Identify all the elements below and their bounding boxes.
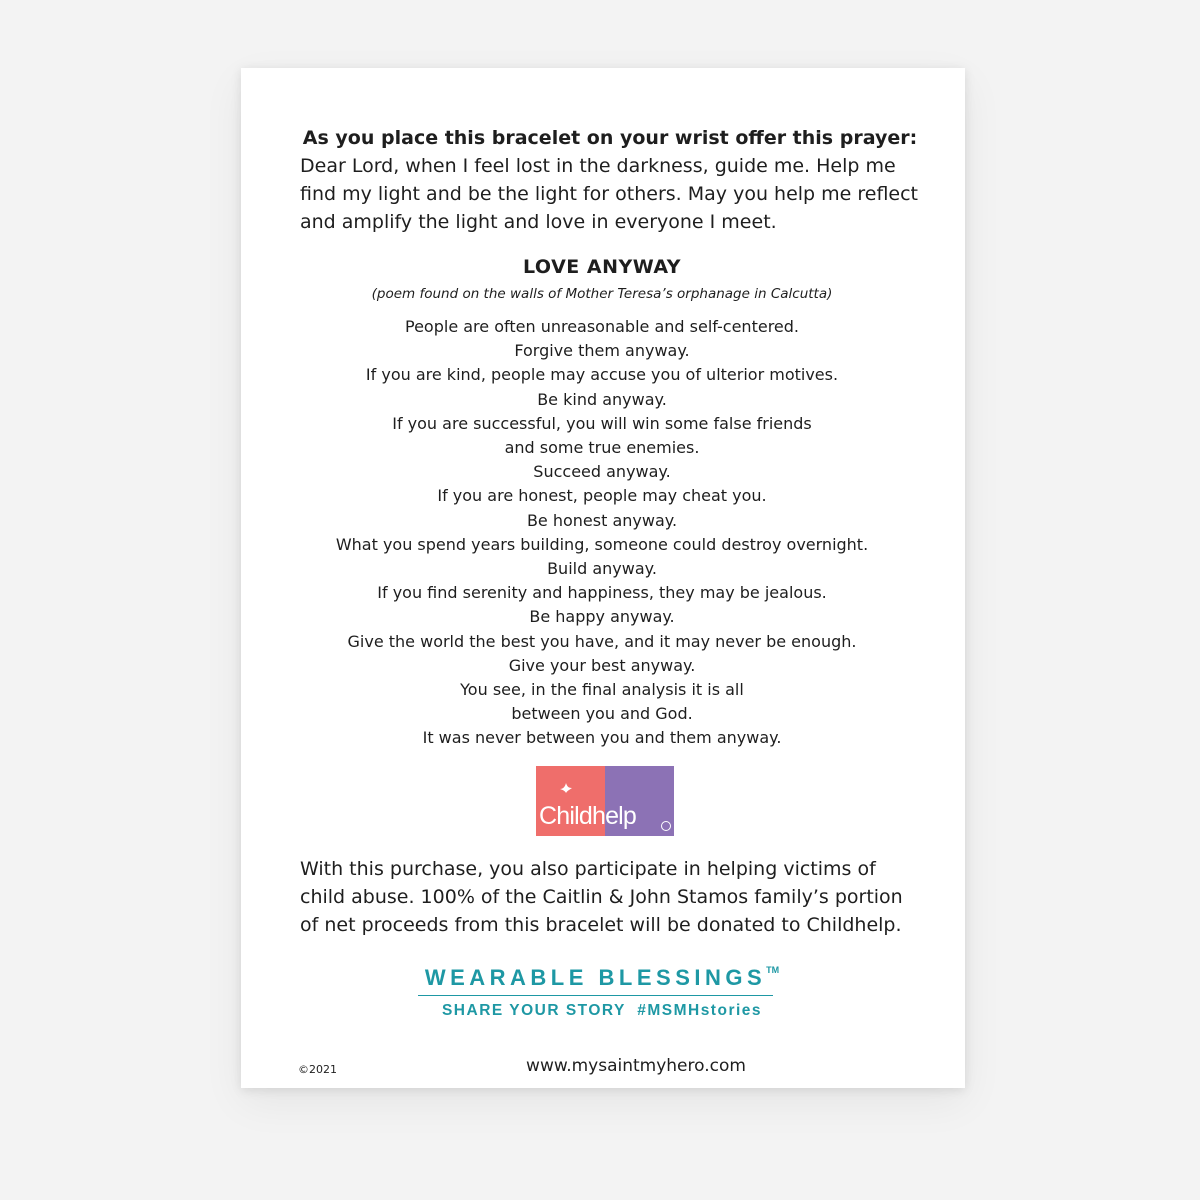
prayer-body: Dear Lord, when I feel lost in the darkness, guide me. Help me find my light and be the light for others. May you help me reflect and amplify the light and love in everyone I meet.: [300, 155, 919, 233]
poem-line: Be kind anyway.: [537, 389, 667, 409]
poem-line: If you are kind, people may accuse you of ulterior motives.: [365, 365, 839, 385]
brand-title-text: WEARABLE BLESSINGS: [424, 965, 767, 990]
poem-lines: [241, 315, 963, 751]
poem-subtitle: (poem found on the walls of Mother Teresa’s orphanage in Calcutta): [371, 286, 833, 302]
poem-line: Be happy anyway.: [529, 607, 675, 627]
brand-title: [241, 965, 963, 991]
dove-icon: [558, 780, 574, 796]
poem-line: It was never between you and them anyway.: [422, 728, 782, 748]
brand-tagline: SHARE YOUR STORY #MSMHstories: [441, 1002, 763, 1019]
logo-text: Childhelp: [539, 802, 637, 830]
poem-line: Succeed anyway.: [533, 462, 671, 482]
poem-line: What you spend years building, someone could destroy overnight.: [335, 534, 869, 554]
poem-line: If you find serenity and happiness, they may be jealous.: [377, 583, 827, 603]
poem-line: People are often unreasonable and self-centered.: [405, 317, 799, 336]
website-url: www.mysaintmyhero.com: [526, 1056, 746, 1076]
childhelp-logo: [536, 766, 674, 836]
trademark-symbol: TM: [766, 964, 780, 975]
poem-line: Forgive them anyway.: [514, 341, 690, 361]
poem-line: Be honest anyway.: [526, 510, 678, 530]
poem-line: and some true enemies.: [504, 438, 700, 458]
poem-line: Give your best anyway.: [508, 655, 696, 675]
donation-text: With this purchase, you also participate in helping victims of child abuse. 100% of the Caitlin & John Stamos family’s portion of net proceeds from this bracelet will be donated to Childhelp.: [300, 858, 903, 936]
prayer-card: [241, 68, 965, 1088]
poem-line: Build anyway.: [547, 559, 657, 579]
prayer-heading: As you place this bracelet on your wrist offer this prayer:: [302, 127, 918, 149]
poem-line: If you are successful, you will win some false friends: [392, 413, 812, 433]
prayer-section: [300, 124, 920, 236]
poem-line: Give the world the best you have, and it may never be enough.: [347, 631, 857, 651]
brand-divider: [418, 995, 773, 996]
poem-line: between you and God.: [511, 704, 693, 724]
poem-line: If you are honest, people may cheat you.: [437, 486, 767, 506]
copyright-text: ©2021: [298, 1063, 337, 1076]
poem-title: LOVE ANYWAY: [523, 256, 681, 278]
registered-icon: [661, 821, 671, 831]
poem-line: You see, in the final analysis it is all: [460, 680, 744, 700]
